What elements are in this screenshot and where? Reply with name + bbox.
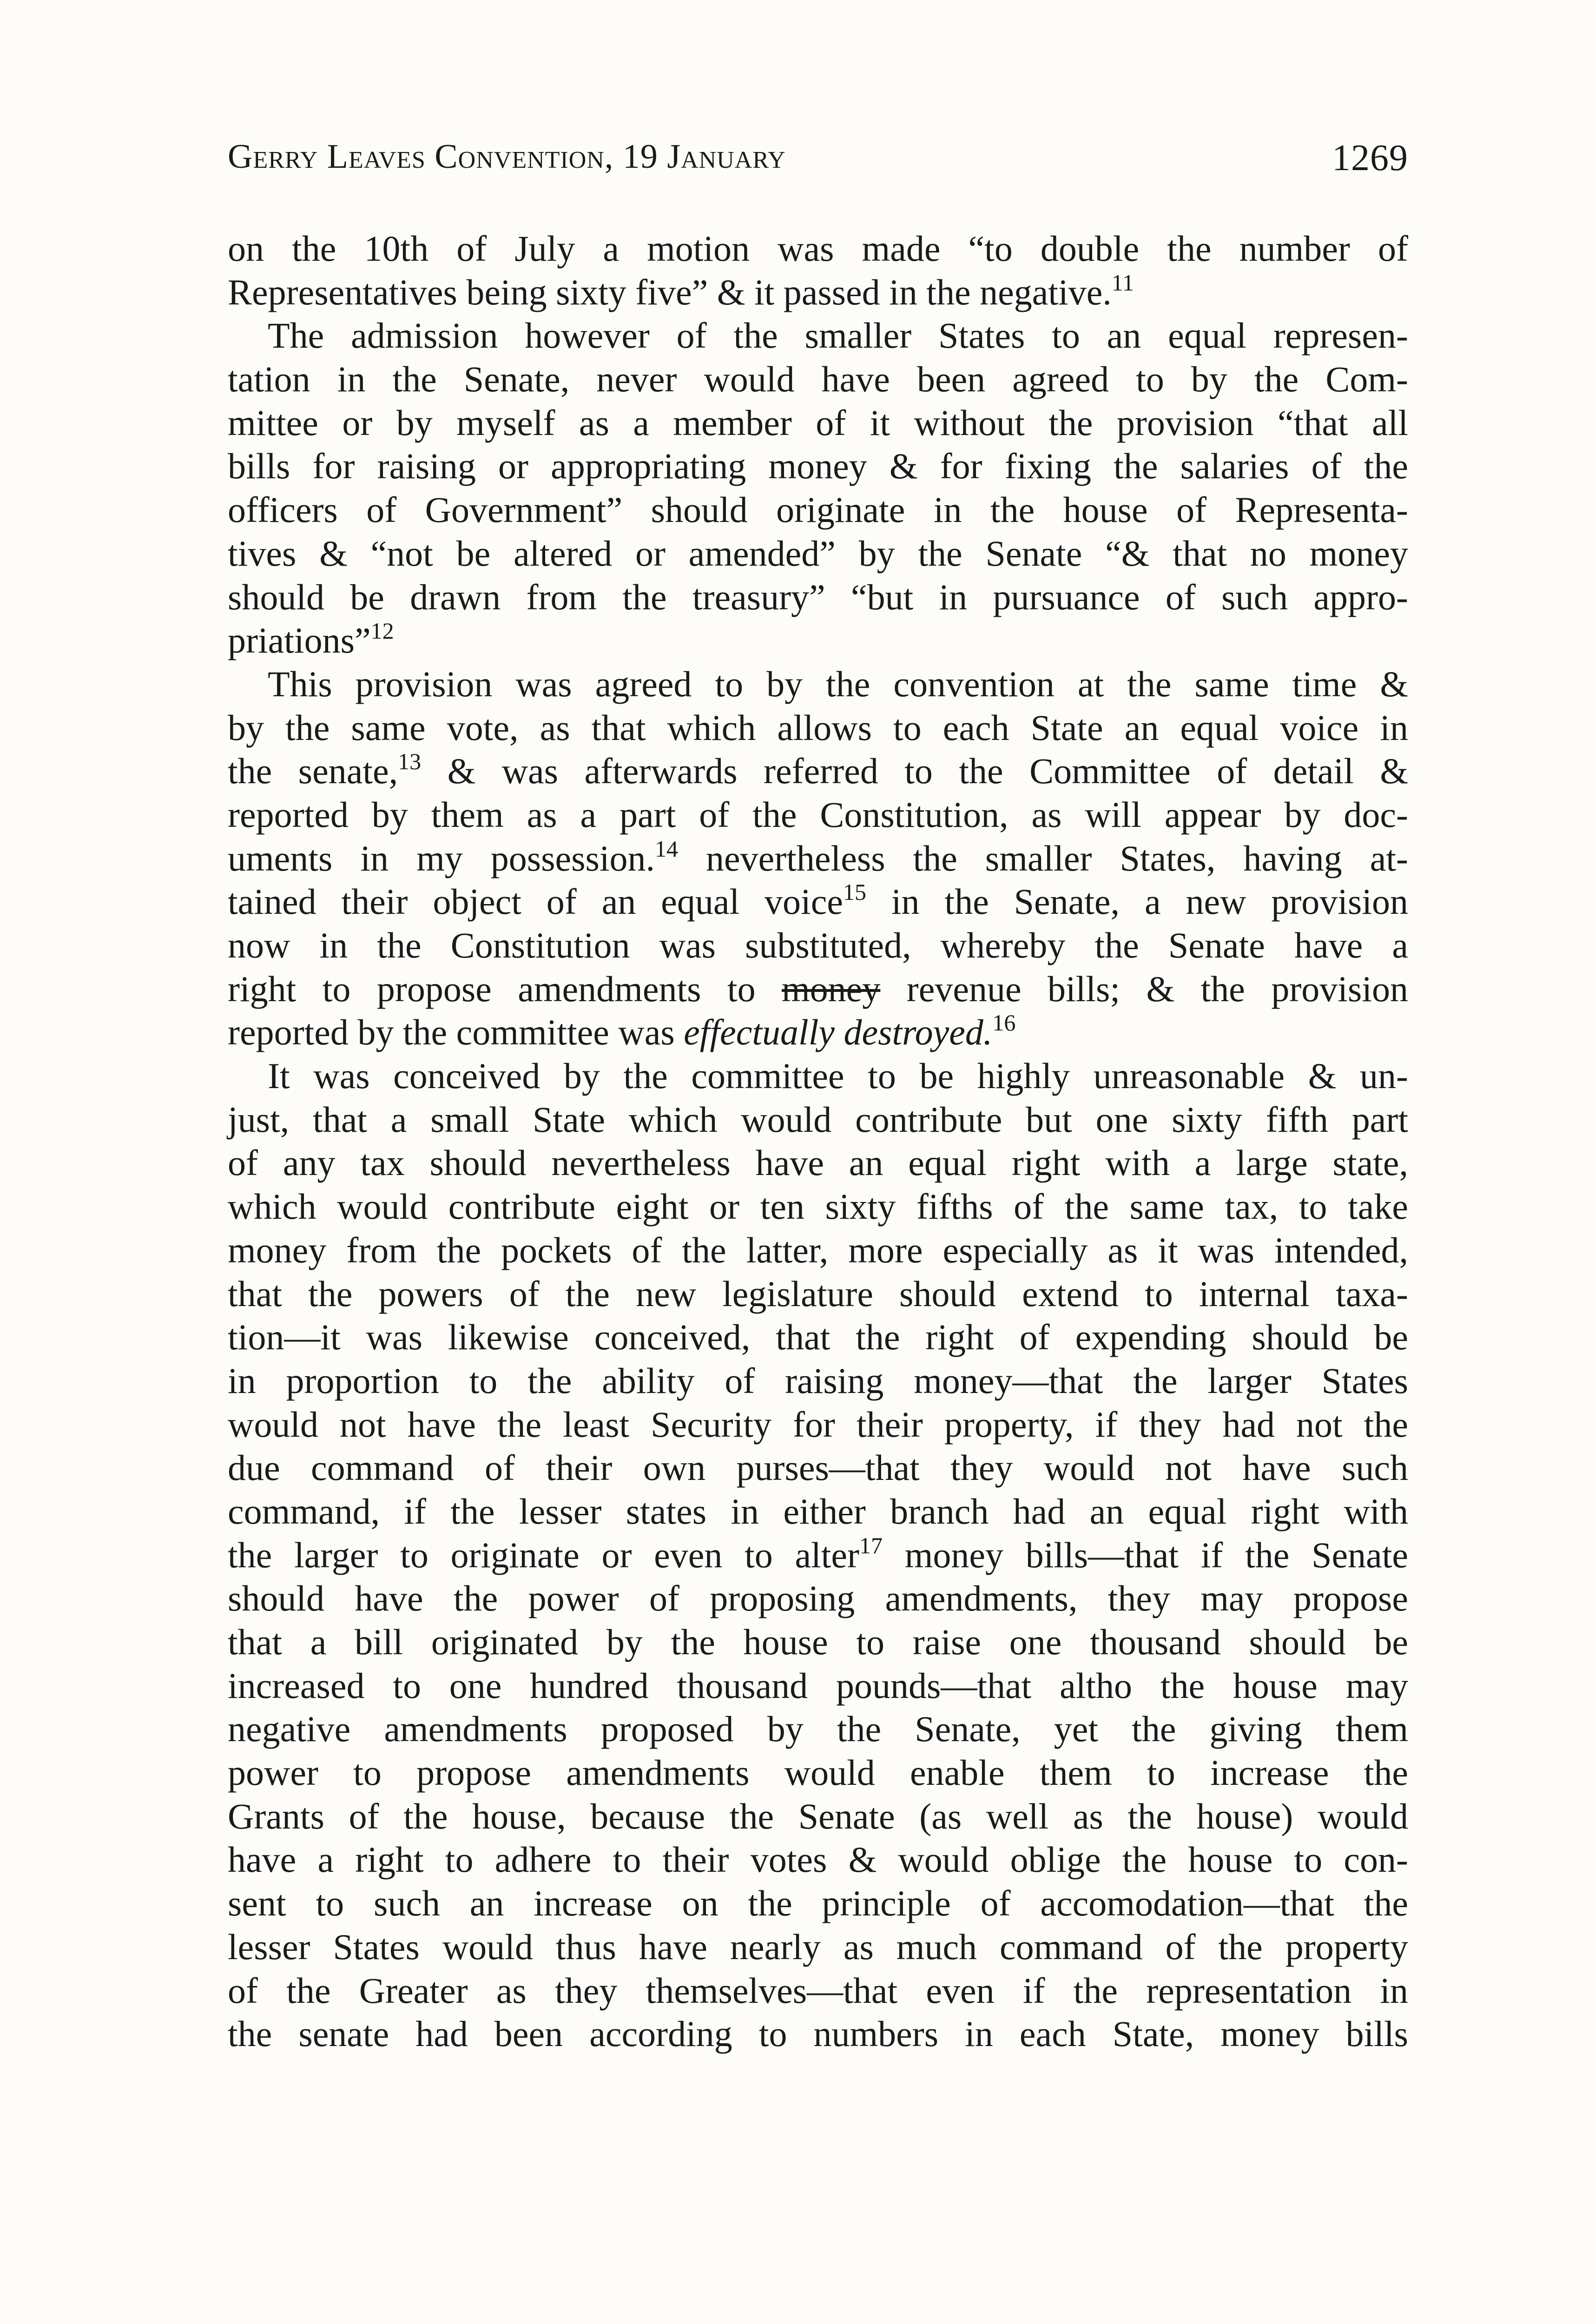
line-text: now in the Constitution was substituted, whereby the Senate have a <box>228 925 1408 965</box>
line-text: money bills—that if the Senate <box>883 1534 1408 1575</box>
text-line <box>228 1054 1408 1098</box>
line-text: in proportion to the ability of raising money—that the larger States <box>228 1360 1408 1401</box>
footnote-ref: 13 <box>398 748 422 775</box>
text-line <box>228 706 1408 750</box>
line-text: that the powers of the new legislature should extend to internal taxa- <box>228 1273 1408 1314</box>
line-text: of any tax should nevertheless have an equal right with a large state, <box>228 1142 1408 1183</box>
struck-word: money <box>782 968 881 1009</box>
line-text: the senate had been according to numbers in each State, money bills <box>228 2014 1408 2054</box>
text-line <box>228 1882 1408 1925</box>
text-line <box>228 662 1408 706</box>
line-text: which would contribute eight or ten sixty fifths of the same tax, to take <box>228 1186 1408 1227</box>
text-line <box>228 1795 1408 1838</box>
text-line <box>228 1577 1408 1620</box>
body-text <box>228 227 1408 2056</box>
text-line <box>228 444 1408 488</box>
footnote-ref: 15 <box>843 879 866 905</box>
line-text: reported by them as a part of the Constitution, as will appear by doc- <box>228 794 1408 835</box>
text-line <box>228 1751 1408 1795</box>
line-text: tation in the Senate, never would have been agreed to by the Com- <box>228 359 1408 400</box>
text-line <box>228 401 1408 445</box>
text-line <box>228 357 1408 401</box>
text-line <box>228 924 1408 967</box>
footnote-ref: 16 <box>992 1010 1016 1036</box>
line-text: The admission however of the smaller States to an equal represen- <box>268 315 1408 356</box>
text-line <box>228 1533 1408 1577</box>
line-text: money from the pockets of the latter, more especially as it was intended, <box>228 1229 1408 1270</box>
line-text: mittee or by myself as a member of it without the provision “that all <box>228 402 1408 443</box>
line-text: priations” <box>228 620 371 661</box>
line-text: increased to one hundred thousand pounds—that altho the house may <box>228 1665 1408 1706</box>
line-text: revenue bills; & the provision <box>880 968 1408 1009</box>
text-line <box>228 619 1408 662</box>
text-line <box>228 837 1408 880</box>
text-line <box>228 1664 1408 1708</box>
line-text: negative amendments proposed by the Senate, yet the giving them <box>228 1709 1408 1750</box>
line-text: Representatives being sixty five” & it passed in the negative. <box>228 271 1112 312</box>
line-text: the senate, <box>228 751 398 792</box>
line-text: should be drawn from the treasury” “but in pursuance of such appro- <box>228 576 1408 617</box>
text-line <box>228 1925 1408 1969</box>
text-line <box>228 880 1408 924</box>
line-text: bills for raising or appropriating money & for fixing the salaries of the <box>228 446 1408 487</box>
running-head-title: Gerry Leaves Convention, 19 January <box>228 138 786 176</box>
line-text: tion—it was likewise conceived, that the right of expending should be <box>228 1317 1408 1358</box>
line-text: tained their object of an equal voice <box>228 881 843 922</box>
line-text: by the same vote, as that which allows to each State an equal voice in <box>228 707 1408 748</box>
line-text: have a right to adhere to their votes & would oblige the house to con- <box>228 1839 1408 1880</box>
text-line <box>228 749 1408 793</box>
line-text: the larger to originate or even to alter <box>228 1534 860 1575</box>
text-line <box>228 314 1408 357</box>
running-head <box>228 137 1408 188</box>
text-line <box>228 1098 1408 1142</box>
line-text: that a bill originated by the house to raise one thousand should be <box>228 1622 1408 1662</box>
text-line <box>228 967 1408 1011</box>
text-line <box>228 1403 1408 1446</box>
text-line <box>228 1490 1408 1533</box>
text-line <box>228 532 1408 575</box>
line-text: power to propose amendments would enable them to increase the <box>228 1752 1408 1793</box>
italic-text: effectually destroyed. <box>684 1012 993 1053</box>
line-text: This provision was agreed to by the convention at the same time & <box>268 663 1408 704</box>
line-text: tives & “not be altered or amended” by the Senate “& that no money <box>228 533 1408 574</box>
text-line <box>228 227 1408 271</box>
line-text: due command of their own purses—that they would not have such <box>228 1447 1408 1488</box>
text-line <box>228 575 1408 619</box>
footnote-ref: 14 <box>655 835 678 862</box>
text-line <box>228 488 1408 532</box>
text-line <box>228 1315 1408 1359</box>
line-text: Grants of the house, because the Senate (as well as the house) would <box>228 1796 1408 1836</box>
line-text: reported by the committee was <box>228 1012 684 1053</box>
text-line <box>228 1010 1408 1054</box>
line-text: lesser States would thus have nearly as much command of the property <box>228 1926 1408 1967</box>
line-text: would not have the least Security for their property, if they had not the <box>228 1404 1408 1445</box>
line-text: officers of Government” should originate in the house of Representa- <box>228 489 1408 530</box>
line-text: command, if the lesser states in either branch had an equal right with <box>228 1491 1408 1532</box>
footnote-ref: 12 <box>370 618 394 644</box>
line-text: nevertheless the smaller States, having at- <box>678 838 1408 878</box>
line-text: sent to such an increase on the principle of accomodation—that the <box>228 1883 1408 1924</box>
text-line <box>228 1228 1408 1272</box>
text-line <box>228 793 1408 837</box>
line-text: should have the power of proposing amendments, they may propose <box>228 1578 1408 1619</box>
footnote-ref: 11 <box>1111 269 1134 296</box>
text-line <box>228 1838 1408 1882</box>
text-line <box>228 1141 1408 1185</box>
line-text: in the Senate, a new provision <box>866 881 1408 922</box>
text-line <box>228 2012 1408 2056</box>
text-line <box>228 1707 1408 1751</box>
text-line <box>228 1185 1408 1228</box>
text-line <box>228 271 1408 314</box>
line-text: uments in my possession. <box>228 838 655 878</box>
line-text: It was conceived by the committee to be highly unreasonable & un- <box>268 1056 1408 1096</box>
line-text: of the Greater as they themselves—that even if the representation in <box>228 1970 1408 2011</box>
text-line <box>228 1969 1408 2013</box>
page-number: 1269 <box>1332 138 1408 178</box>
text-line <box>228 1446 1408 1490</box>
text-line <box>228 1359 1408 1403</box>
line-text: just, that a small State which would contribute but one sixty fifth part <box>228 1099 1408 1140</box>
line-text: & was afterwards referred to the Committee of detail & <box>421 751 1408 792</box>
line-text: right to propose amendments to <box>228 968 782 1009</box>
footnote-ref: 17 <box>859 1532 883 1558</box>
text-line <box>228 1272 1408 1316</box>
line-text: on the 10th of July a motion was made “to double the number of <box>228 228 1408 269</box>
text-line <box>228 1620 1408 1664</box>
